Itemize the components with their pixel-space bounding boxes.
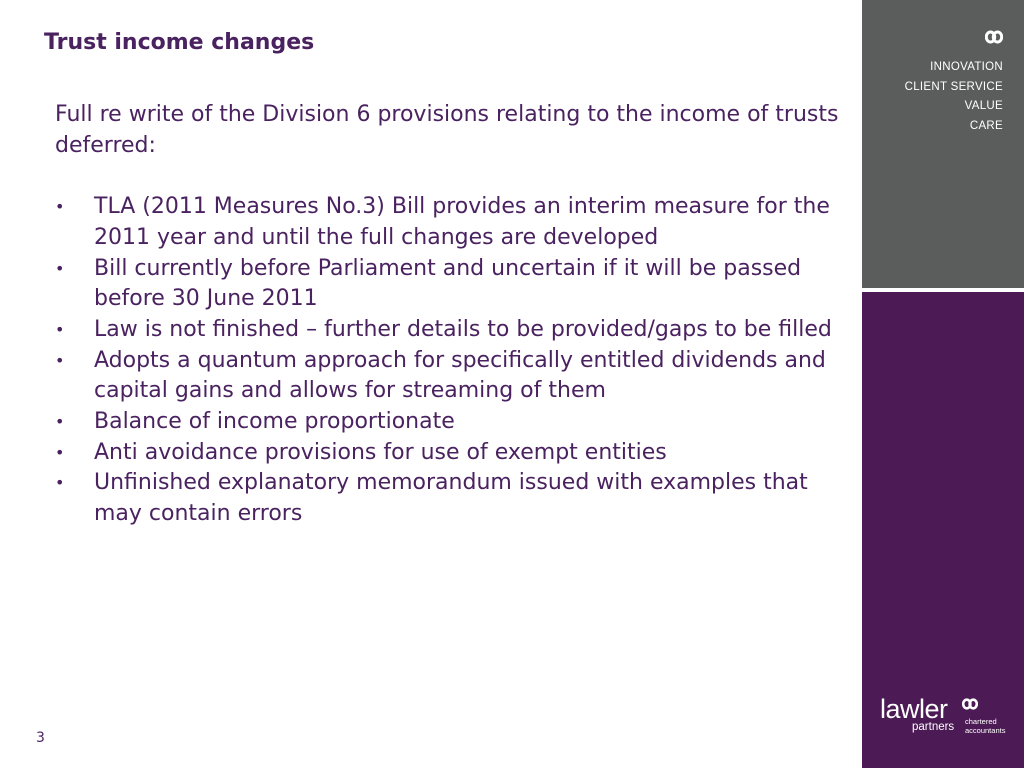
logo-mark-icon <box>962 698 978 710</box>
brand-mark-icon <box>985 30 1003 44</box>
value-item: CLIENT SERVICE <box>904 80 1003 93</box>
company-logo <box>880 694 1010 738</box>
bullet-list <box>55 192 845 530</box>
bullet-text: Unfinished explanatory memorandum issued with examples that may contain errors <box>94 470 808 527</box>
bullet-text: Anti avoidance provisions for use of exempt entities <box>94 439 667 465</box>
page-number: 3 <box>36 730 45 746</box>
list-item <box>55 346 845 407</box>
bullet-icon: • <box>55 350 65 370</box>
logo-sub-line: chartered <box>965 717 997 726</box>
list-item <box>55 468 845 529</box>
values-list <box>905 58 1003 136</box>
logo-sub-line: accountants <box>965 725 1006 735</box>
list-item <box>55 192 845 253</box>
bullet-icon: • <box>55 473 65 493</box>
bullet-icon: • <box>55 412 65 432</box>
bullet-text: Law is not finished – further details to be provided/gaps to be filled <box>94 316 832 342</box>
list-item <box>55 407 845 438</box>
value-item: CARE <box>969 119 1003 132</box>
logo-partners-text: partners <box>912 721 955 733</box>
bullet-icon: • <box>55 197 65 217</box>
bullet-icon: • <box>55 319 65 339</box>
list-item <box>55 438 845 469</box>
slide-title: Trust income changes <box>44 30 315 55</box>
bullet-text: Balance of income proportionate <box>94 409 455 435</box>
bullet-icon: • <box>55 258 65 278</box>
bullet-text: Adopts a quantum approach for specifically entitled dividends and capital gains and allows for streaming of them <box>94 347 826 404</box>
bullet-icon: • <box>55 442 65 462</box>
bullet-text: Bill currently before Parliament and uncertain if it will be passed before 30 June 2011 <box>94 255 802 312</box>
logo-wordmark: lawler <box>880 694 948 724</box>
list-item <box>55 315 845 346</box>
value-item: INNOVATION <box>930 61 1003 73</box>
value-item: VALUE <box>964 100 1003 112</box>
list-item <box>55 254 845 315</box>
intro-paragraph: Full re write of the Division 6 provisions relating to the income of trusts deferred: <box>55 102 839 158</box>
bullet-text: TLA (2011 Measures No.3) Bill provides an interim measure for the 2011 year and until the full changes are developed <box>94 194 830 250</box>
logo-subtitle <box>965 718 1005 735</box>
slide-body <box>55 100 845 530</box>
